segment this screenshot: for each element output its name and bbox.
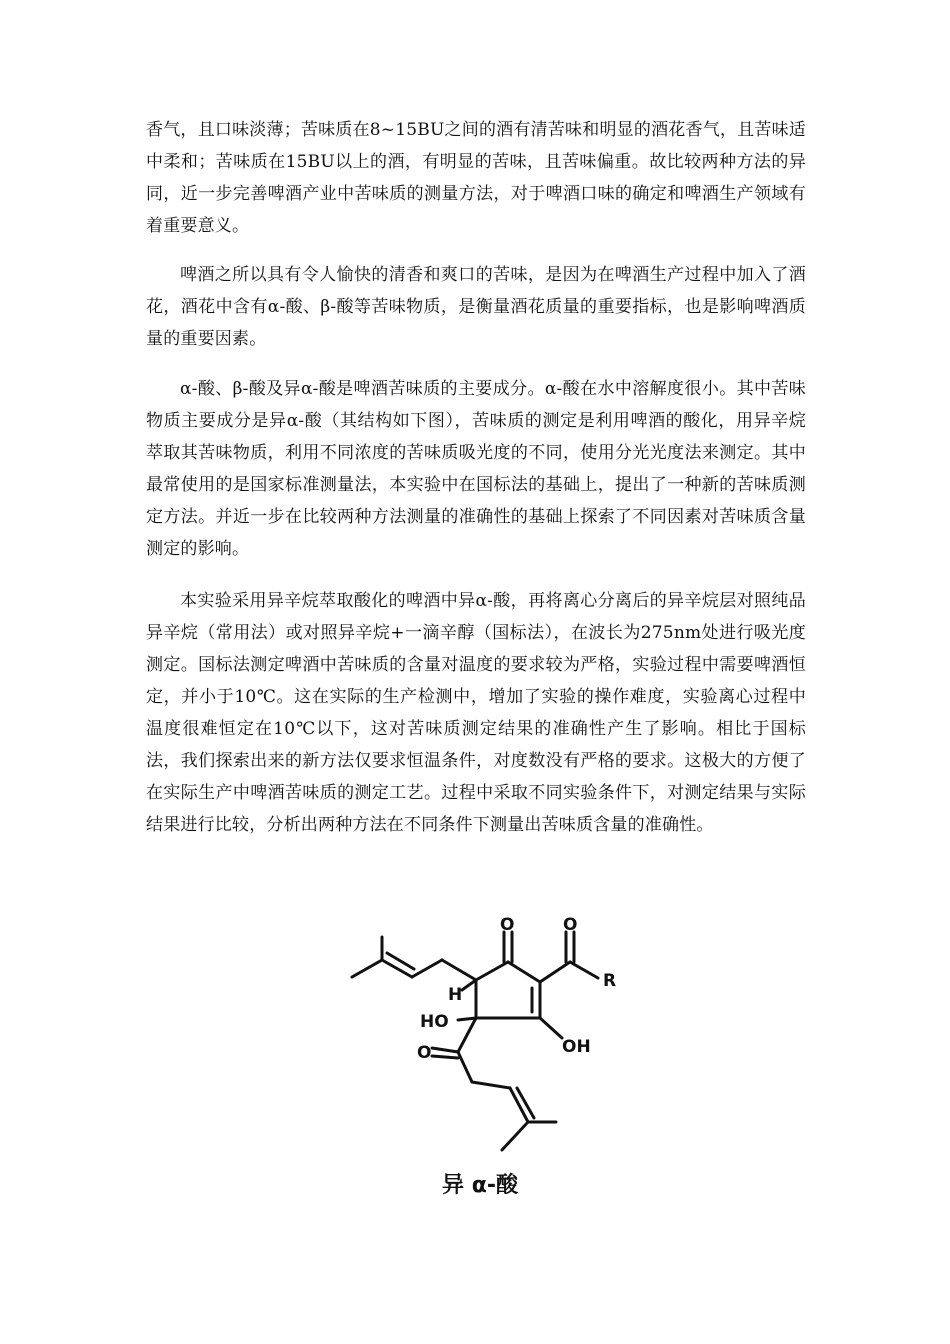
chemical-structure-diagram bbox=[330, 900, 630, 1170]
atom-label: HO bbox=[420, 1012, 449, 1032]
atom-label: H bbox=[448, 985, 463, 1005]
bond bbox=[462, 980, 476, 990]
atom-label: O bbox=[500, 915, 515, 935]
bond bbox=[540, 1018, 562, 1038]
ring-bond bbox=[508, 962, 540, 982]
iso-alpha-acid-structure-figure bbox=[330, 900, 630, 1210]
bond bbox=[442, 960, 476, 980]
bond bbox=[540, 962, 570, 982]
bond bbox=[472, 1082, 510, 1088]
bond bbox=[412, 960, 442, 977]
atom-label: OH bbox=[562, 1037, 591, 1057]
bond bbox=[382, 960, 412, 977]
bond bbox=[458, 1052, 472, 1082]
bond bbox=[432, 1048, 458, 1052]
paragraph-3: α-酸、β-酸及异α-酸是啤酒苦味质的主要成分。α-酸在水中溶解度很小。其中苦味物质主要成分是异α-酸（其结构如下图），苦味质的测定是利用啤酒的酸化，用异辛烷萃取其苦味物质，利用不同浓度的苦味质吸光度的不同，使用分光光度法来测定。其中最常使用的是国家标准测量法，本实验中在国标法的基础上，提出了一种新的苦味质测定方法。并近一步在比较两种方法测量的准确性的基础上探索了不同因素对苦味质含量测定的影响。 bbox=[146, 379, 806, 559]
bond bbox=[458, 1018, 476, 1020]
paragraph-4: 本实验采用异辛烷萃取酸化的啤酒中异α-酸，再将离心分离后的异辛烷层对照纯品异辛烷（常用法）或对照异辛烷+一滴辛醇（国标法），在波长为275nm处进行吸光度测定。国标法测定啤酒中苦味质的含量对温度的要求较为严格，实验过程中需要啤酒恒定，并小于10℃。这在实际的生产检测中，增加了实验的操作难度，实验离心过程中温度很难恒定在10℃以下，这对苦味质测定结果的准确性产生了影响。相比于国标法，我们探索出来的新方法仅要求恒温条件，对度数没有严格的要求。这极大的方便了在实际生产中啤酒苦味质的测定工艺。过程中采取不同实验条件下，对测定结果与实际结果进行比较，分析出两种方法在不同条件下测量出苦味质含量的准确性。 bbox=[146, 591, 806, 835]
bond bbox=[458, 1018, 476, 1052]
paragraph-2: 啤酒之所以具有令人愉快的清香和爽口的苦味，是因为在啤酒生产过程中加入了酒花，酒花中含有α-酸、β-酸等苦味物质，是衡量酒花质量的重要指标，也是影响啤酒质量的重要因素。 bbox=[146, 265, 806, 349]
ring-bond bbox=[476, 962, 508, 980]
bond bbox=[502, 1122, 528, 1150]
bond bbox=[352, 960, 382, 977]
atom-label: R bbox=[603, 971, 617, 991]
bond bbox=[570, 962, 598, 978]
atom-label: O bbox=[417, 1043, 432, 1063]
paragraph-1: 香气，且口味淡薄；苦味质在8~15BU之间的酒有清苦味和明显的酒花香气，且苦味适中柔和；苦味质在15BU以上的酒，有明显的苦味，且苦味偏重。故比较两种方法的异同，近一步完善啤酒产业中苦味质的测量方法，对于啤酒口味的确定和啤酒生产领域有着重要意义。 bbox=[146, 120, 806, 236]
atom-label: O bbox=[563, 915, 578, 935]
bond bbox=[432, 1056, 458, 1058]
figure-caption: 异 α-酸 bbox=[442, 1173, 518, 1198]
